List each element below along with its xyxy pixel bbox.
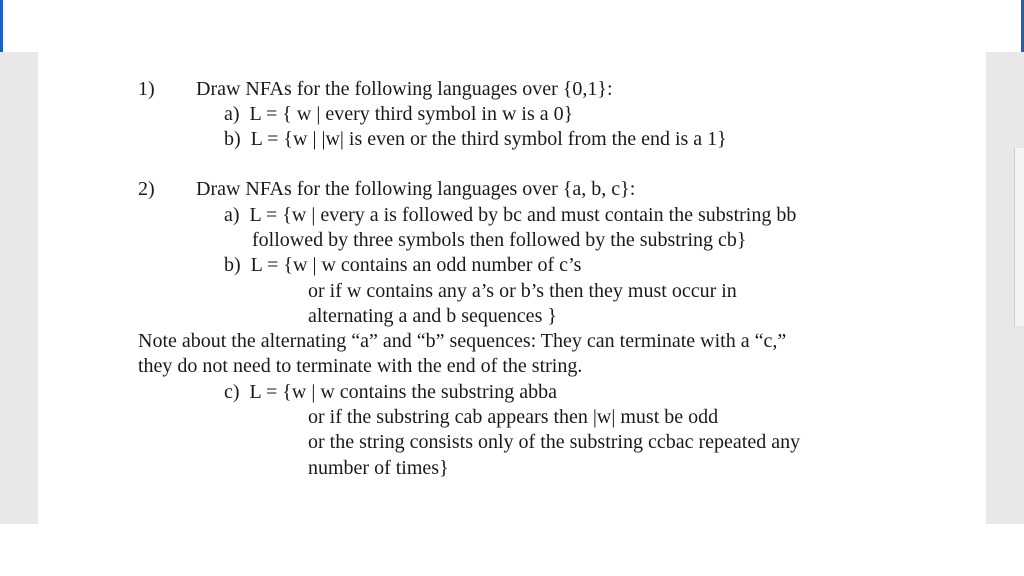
problem2-part-b-line2: or if w contains any a’s or b’s then they must occur in (308, 280, 737, 302)
problem2-part-c-line4: number of times} (308, 457, 449, 479)
problem2-part-a-line2: followed by three symbols then followed by the substring cb} (252, 229, 747, 251)
problem1-number: 1) (138, 78, 155, 100)
problem2-heading: Draw NFAs for the following languages over {a, b, c}: (196, 178, 636, 200)
problem1-heading: Draw NFAs for the following languages over {0,1}: (196, 78, 613, 100)
problem1-part-b: b) L = {w | |w| is even or the third symbol from the end is a 1} (224, 128, 727, 150)
problem2-part-c-line3: or the string consists only of the substring ccbac repeated any (308, 431, 801, 453)
problem2-part-b-line3: alternating a and b sequences } (308, 305, 557, 327)
scrollbar-thumb[interactable] (1014, 148, 1024, 326)
note-line1: Note about the alternating “a” and “b” sequences: They can terminate with a “c,” (138, 330, 787, 352)
problem2-part-a-line1: a) L = {w | every a is followed by bc and must contain the substring bb (224, 204, 797, 226)
problem2-number: 2) (138, 178, 155, 200)
problem2-part-c-line1: c) L = {w | w contains the substring abba (224, 381, 557, 403)
problem2-part-b-line1: b) L = {w | w contains an odd number of c’s (224, 254, 582, 276)
document-page (38, 52, 986, 524)
left-gutter (0, 52, 38, 524)
problem2-part-c-line2: or if the substring cab appears then |w| must be odd (308, 406, 719, 428)
problem1-part-a: a) L = { w | every third symbol in w is a 0} (224, 103, 574, 125)
note-line2: they do not need to terminate with the end of the string. (138, 355, 583, 377)
window-edge-left (0, 0, 3, 52)
